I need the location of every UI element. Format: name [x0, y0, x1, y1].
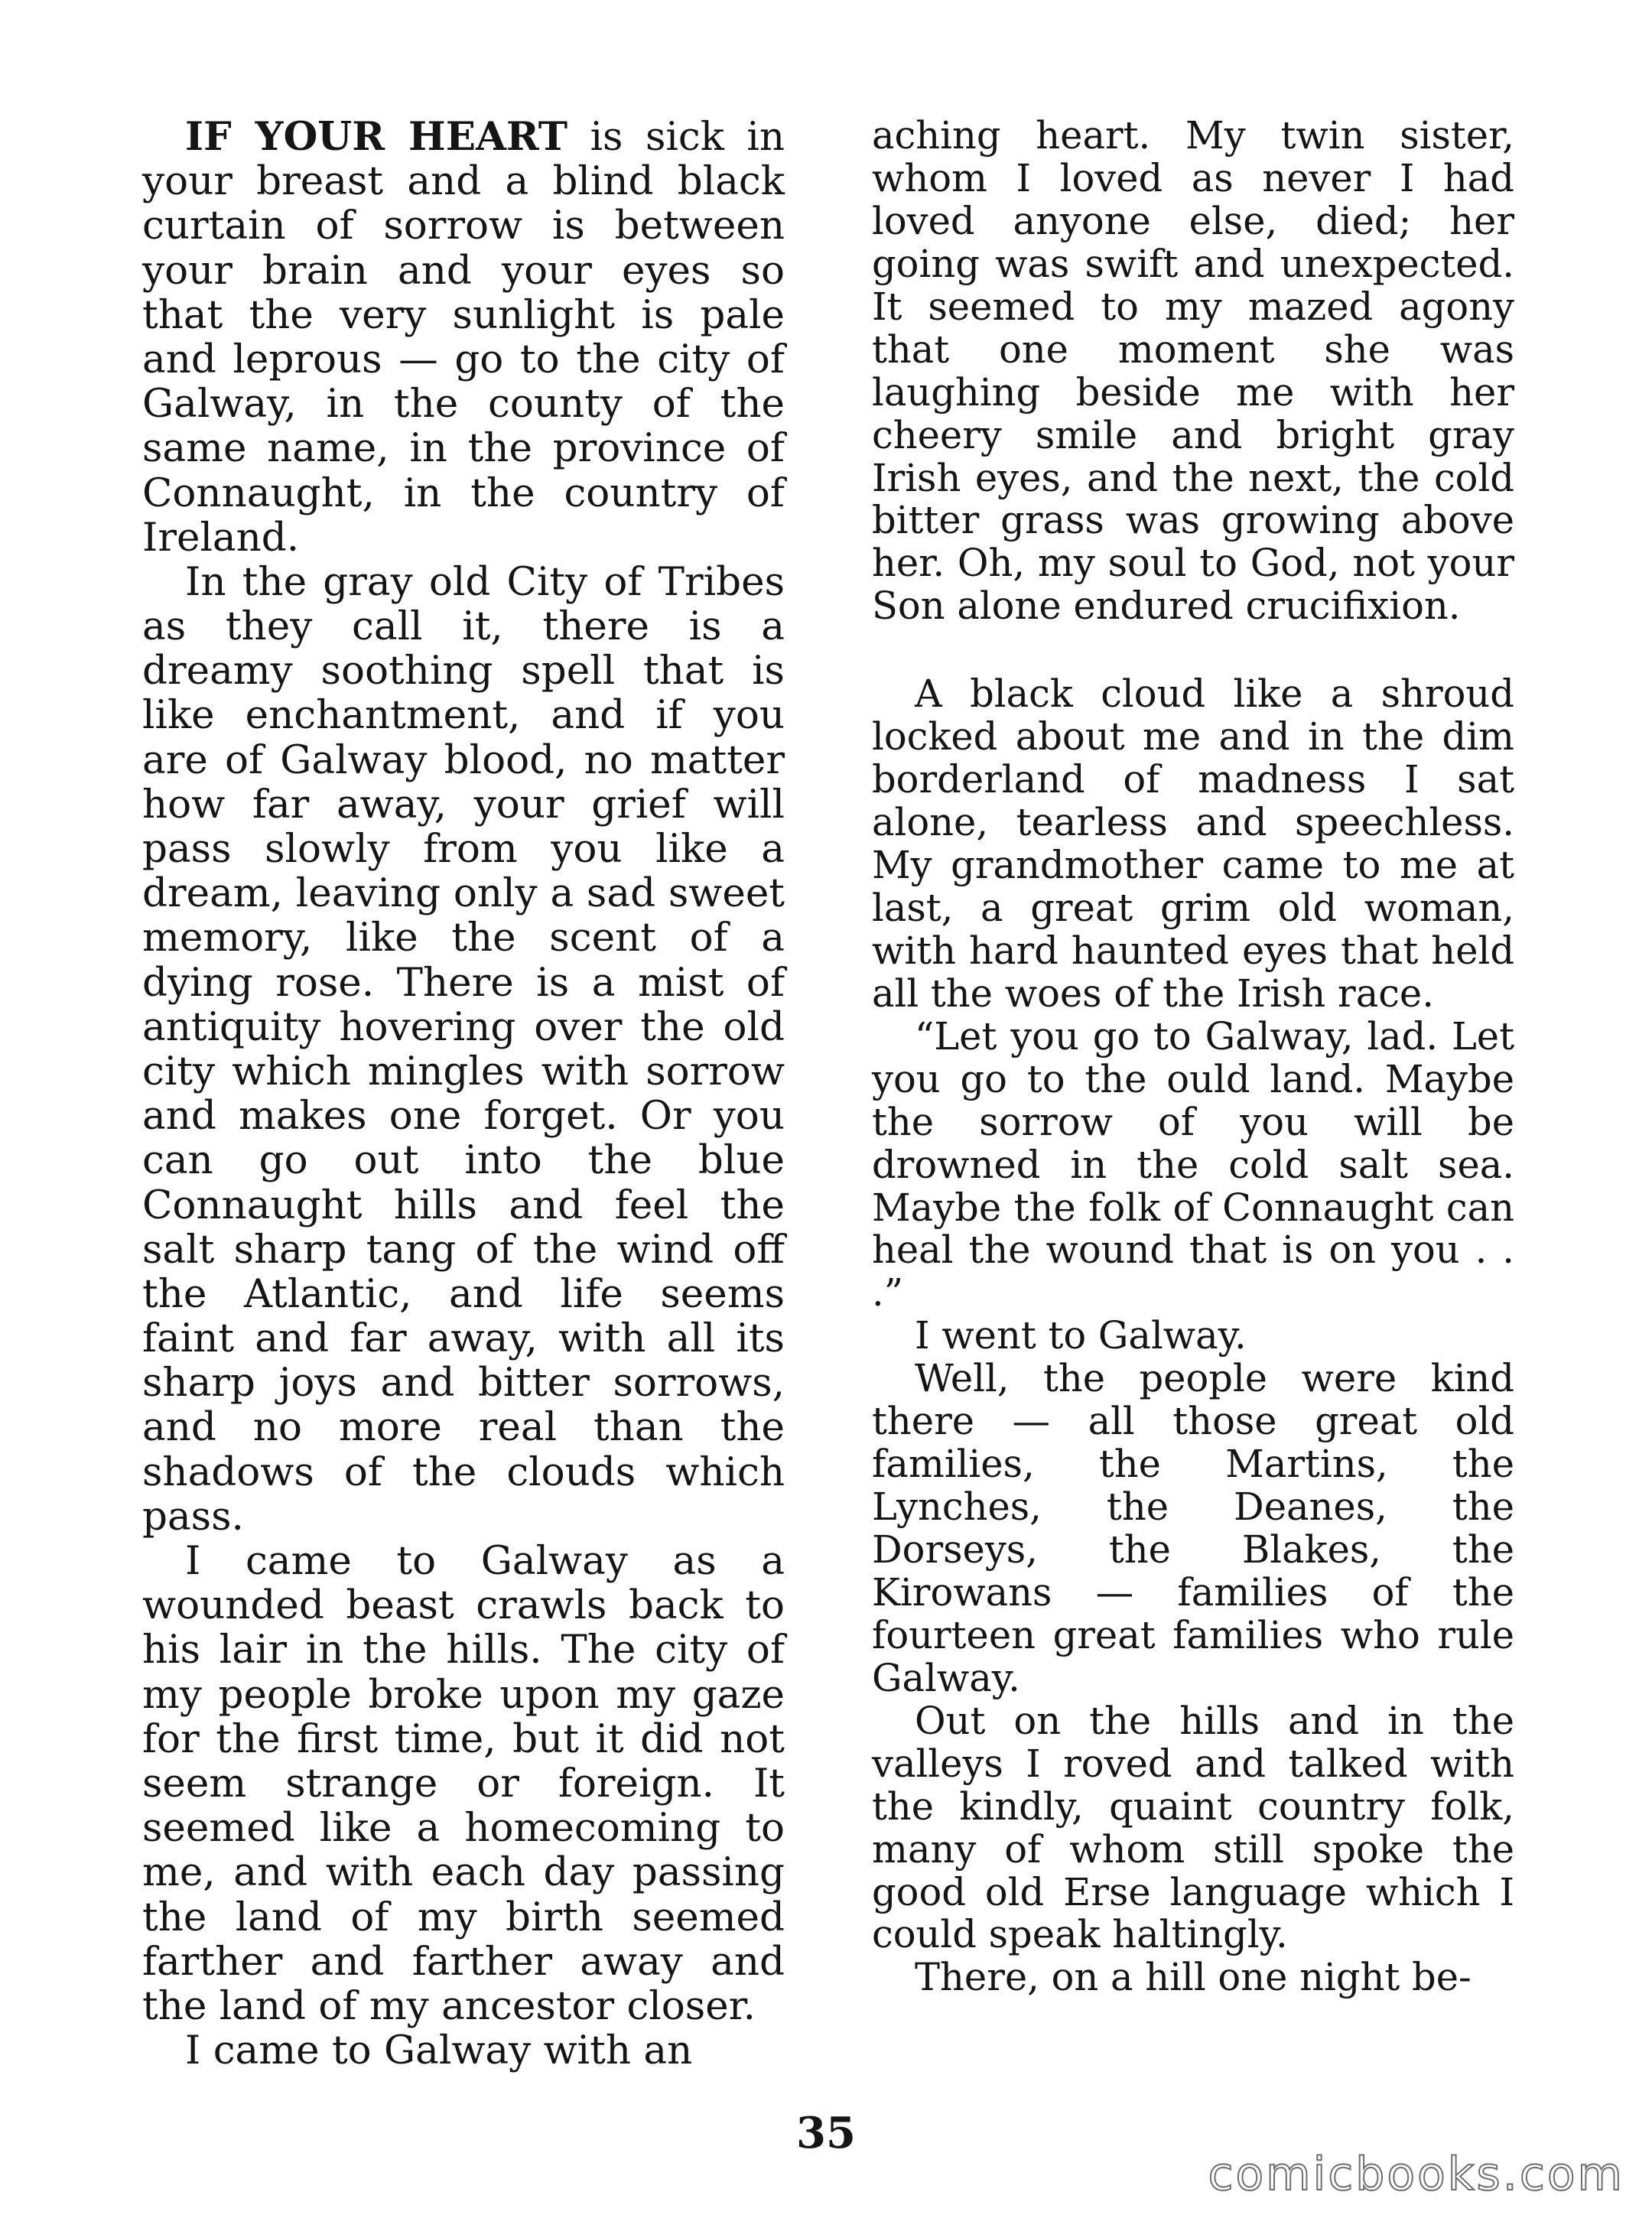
paragraph: “Let you go to Galway, lad. Let you go to the ould land. Maybe the sorrow of you will be drowned in the cold salt sea. Maybe the folk of Connaught can heal the wound that is on you . . .”: [872, 1013, 1514, 1316]
section-break: [872, 628, 1514, 673]
paragraph: I came to Galway with an: [185, 2028, 693, 2074]
paragraph: There, on a hill one night be-: [915, 1955, 1472, 2000]
right-text-column: [872, 115, 1514, 1999]
site-watermark: comicbooks.com: [1208, 2148, 1624, 2201]
paragraph: I came to Galway as a wounded beast crawls back to his lair in the hills. The city of my people broke upon my gaze for the first time, but it did not seem strange or foreign. It seemed like a homecoming to me, and with each day passing the land of my birth seemed farther and farther away and the land of my ancestor closer.: [142, 1538, 785, 2029]
paragraph-text: is sick in your breast and a blind black curtain of sorrow is between your brain and your eyes so that the very sunlight is pale and leprous — go to the city of Galway, in the county of the same name, in the province of Connaught, in the country of Ireland.: [142, 114, 785, 561]
lead-in-text: IF YOUR HEART: [185, 114, 568, 160]
paragraph: Out on the hills and in the valleys I roved and talked with the kindly, quaint country folk, many of whom still spoke the good old Erse language which I could speak haltingly.: [872, 1698, 1514, 1957]
paragraph: I went to Galway.: [915, 1313, 1247, 1358]
paragraph: In the gray old City of Tribes as they call it, there is a dreamy soothing spell that is like enchantment, and if you are of Galway blood, no matter how far away, your grief will pass slowly from you like a dream, leaving only a sad sweet memory, like the scent of a dying rose. There is a mist of antiquity hovering over the old city which mingles with sorrow and makes one forget. Or you can go out into the blue Connaught hills and feel the salt sharp tang of the wind off the Atlantic, and life seems faint and far away, with all its sharp joys and bitter sorrows, and no more real than the shadows of the clouds which pass.: [142, 558, 785, 1540]
left-text-column: [142, 115, 785, 2073]
page-number: 35: [796, 2108, 856, 2158]
paragraph: aching heart. My twin sister, whom I loved as never I had loved anyone else, died; her going was swift and unexpected. It seemed to my mazed agony that one moment she was laughing beside me with her cheery smile and bright gray Irish eyes, and the next, the cold bitter grass was growing above her. Oh, my soul to God, not your Son alone endured crucifixion.: [872, 113, 1514, 629]
paragraph: [142, 115, 785, 560]
paragraph: Well, the people were kind there — all those great old families, the Martins, the Lynches, the Deanes, the Dorseys, the Blakes, the Kirowans — families of the fourteen great families who rule Galway.: [872, 1356, 1514, 1700]
paragraph: A black cloud like a shroud locked about me and in the dim borderland of madness I sat alone, tearless and speechless. My grandmother came to me at last, a great grim old woman, with hard haunted eyes that held all the woes of the Irish race.: [872, 672, 1514, 1016]
